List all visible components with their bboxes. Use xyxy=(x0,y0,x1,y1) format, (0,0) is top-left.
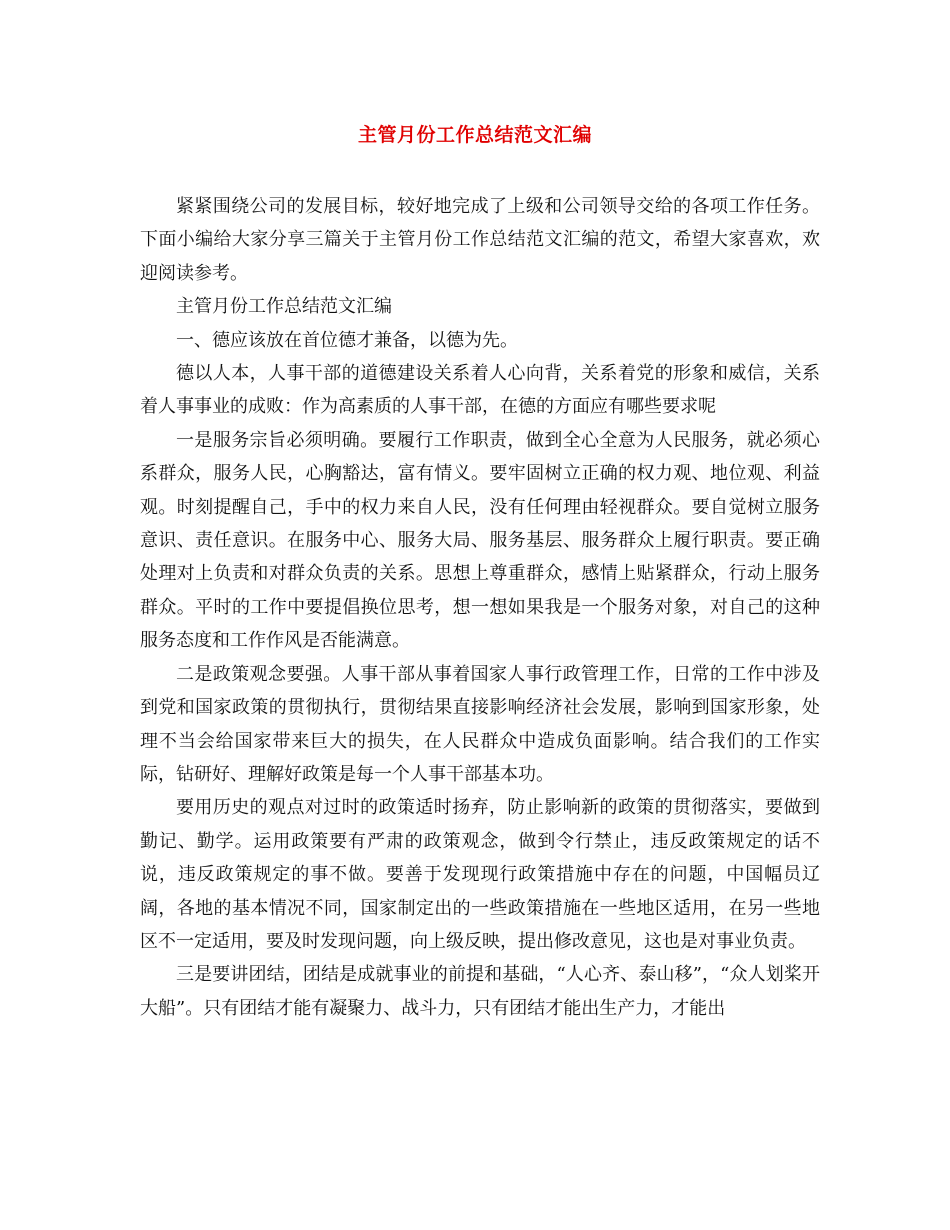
paragraph-virtue: 德以人本，人事干部的道德建设关系着人心向背，关系着党的形象和威信，关系着人事事业的成败：作为高素质的人事干部，在德的方面应有哪些要求呢 xyxy=(140,363,820,418)
paragraph-intro: 紧紧围绕公司的发展目标，较好地完成了上级和公司领导交给的各项工作任务。下面小编给大家分享三篇关于主管月份工作总结范文汇编的范文，希望大家喜欢，欢迎阅读参考。 xyxy=(140,196,820,284)
paragraph-point-two: 二是政策观念要强。人事干部从事着国家人事行政管理工作，日常的工作中涉及到党和国家政策的贯彻执行，贯彻结果直接影响经济社会发展，影响到国家形象，处理不当会给国家带来巨大的损失，在人民群众中造成负面影响。结合我们的工作实际，钻研好、理解好政策是每一个人事干部基本功。 xyxy=(140,663,820,785)
paragraph-point-three: 三是要讲团结，团结是成就事业的前提和基础，“人心齐、泰山移”，“众人划桨开大船”。只有团结才能有凝聚力、战斗力，只有团结才能出生产力，才能出 xyxy=(140,964,820,1019)
paragraph-subtitle: 主管月份工作总结范文汇编 xyxy=(176,296,392,318)
document-body xyxy=(140,190,820,1025)
paragraph-point-one: 一是服务宗旨必须明确。要履行工作职责，做到全心全意为人民服务，就必须心系群众，服务人民，心胸豁达，富有情义。要牢固树立正确的权力观、地位观、利益观。时刻提醒自己，手中的权力来自人民，没有任何理由轻视群众。要自觉树立服务意识、责任意识。在服务中心、服务大局、服务基层、服务群众上履行职责。要正确处理对上负责和对群众负责的关系。思想上尊重群众，感情上贴紧群众，行动上服务群众。平时的工作中要提倡换位思考，想一想如果我是一个服务对象，对自己的这种服务态度和工作作风是否能满意。 xyxy=(140,429,820,652)
document-title: 主管月份工作总结范文汇编 xyxy=(357,124,592,146)
paragraph-policy: 要用历史的观点对过时的政策适时扬弃，防止影响新的政策的贯彻落实，要做到勤记、勤学。运用政策要有严肃的政策观念，做到令行禁止，违反政策规定的话不说，违反政策规定的事不做。要善于发现现行政策措施中存在的问题，中国幅员辽阔，各地的基本情况不同，国家制定出的一些政策措施在一些地区适用，在另一些地区不一定适用，要及时发现问题，向上级反映，提出修改意见，这也是对事业负责。 xyxy=(140,797,820,952)
paragraph-section-heading: 一、德应该放在首位德才兼备，以德为先。 xyxy=(176,329,518,351)
